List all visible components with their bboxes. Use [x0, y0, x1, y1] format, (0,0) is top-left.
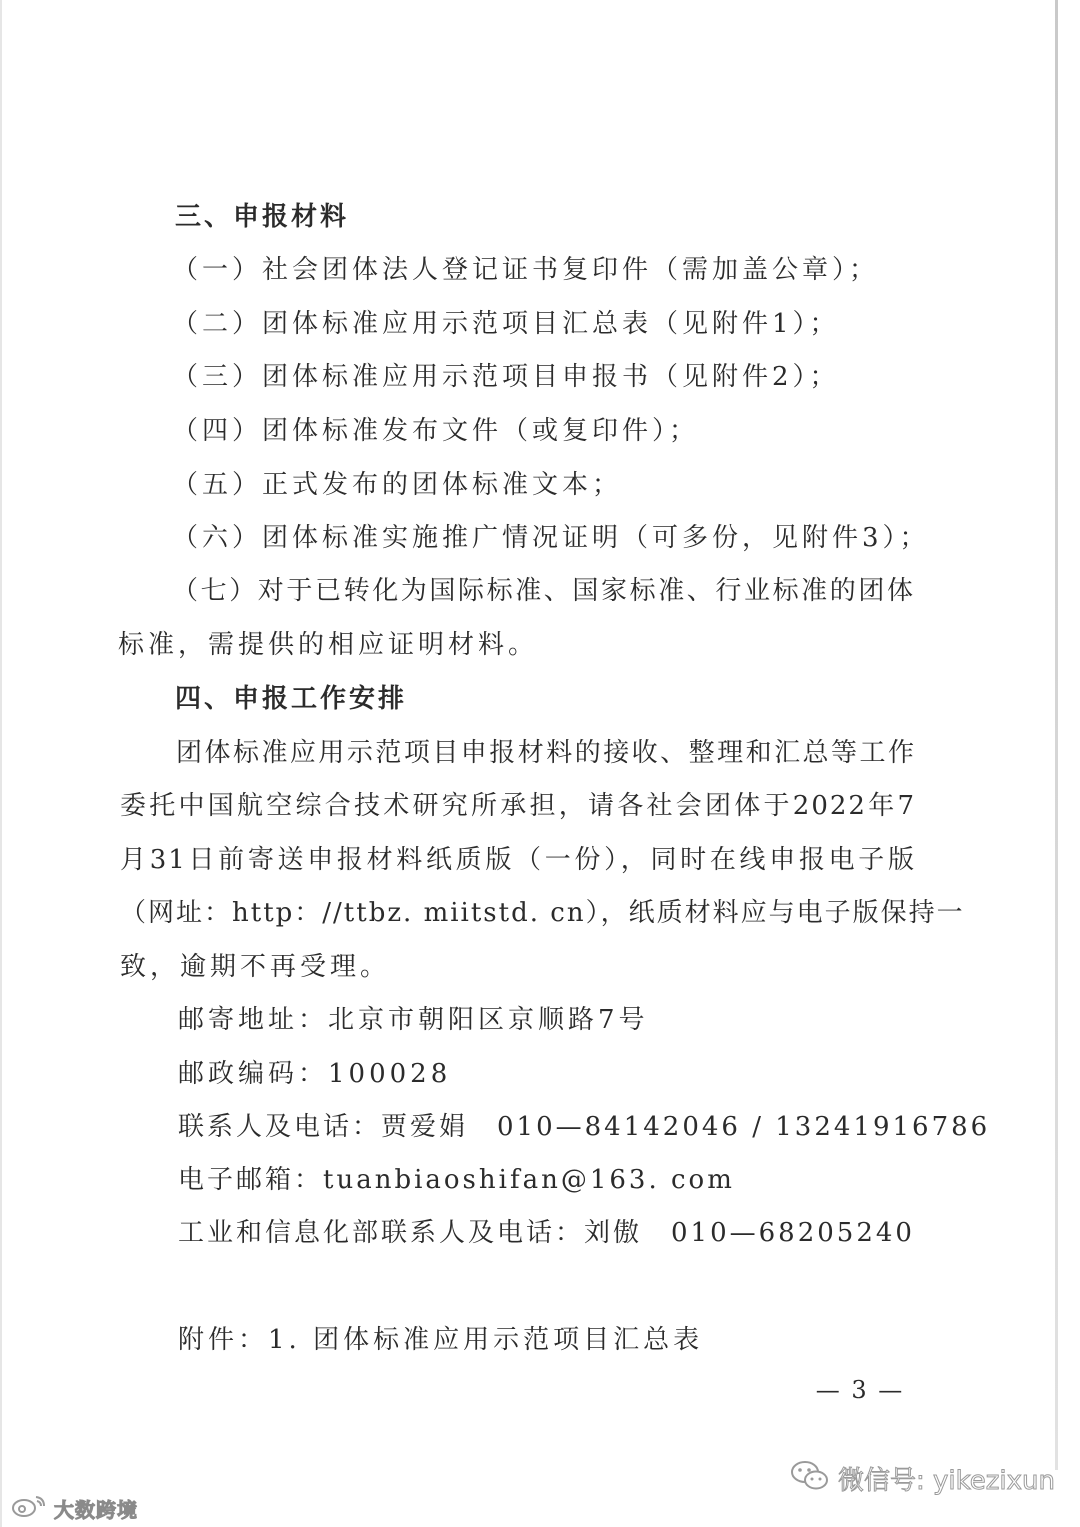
list-item-6: （六）团体标准实施推广情况证明（可多份，见附件3）；: [172, 523, 930, 553]
attachment-line: 附件：1. 团体标准应用示范项目汇总表: [178, 1325, 704, 1355]
contact-email: 电子邮箱：tuanbiaoshifan@163. com: [178, 1165, 735, 1195]
list-item-7-line-2: 标准，需提供的相应证明材料。: [118, 630, 539, 660]
list-item-2: （二）团体标准应用示范项目汇总表（见附件1）；: [172, 309, 840, 339]
paragraph-line-1: 团体标准应用示范项目申报材料的接收、整理和汇总等工作: [176, 738, 916, 768]
page-number: — 3 —: [815, 1376, 905, 1404]
wechat-icon: [790, 1459, 830, 1497]
list-item-7-line-1: （七）对于已转化为国际标准、国家标准、行业标准的团体: [172, 576, 915, 606]
watermark-right: [790, 1458, 1055, 1498]
watermark-left: [10, 1494, 138, 1522]
list-item-1: （一）社会团体法人登记证书复印件（需加盖公章）；: [172, 255, 880, 285]
scan-edge-right: [1055, 0, 1058, 1470]
watermark-right-text: 微信号: yikezixun: [838, 1465, 1055, 1496]
list-item-5: （五）正式发布的团体标准文本；: [172, 470, 623, 500]
list-item-3: （三）团体标准应用示范项目申报书（见附件2）；: [172, 362, 840, 392]
mailing-address: 邮寄地址：北京市朝阳区京顺路7号: [178, 1005, 649, 1035]
contact-person: 联系人及电话：贾爱娟 010—84142046 / 13241916786: [178, 1112, 991, 1142]
scan-edge-left: [0, 0, 2, 1527]
list-item-4: （四）团体标准发布文件（或复印件）；: [172, 416, 700, 446]
watermark-left-text: 大数跨境: [54, 1497, 138, 1522]
postal-code: 邮政编码：100028: [178, 1059, 452, 1089]
section-heading-3: 三、申报材料: [175, 202, 350, 232]
paragraph-line-2: 委托中国航空综合技术研究所承担，请各社会团体于2022年7: [120, 791, 916, 821]
paragraph-line-3: 月31日前寄送申报材料纸质版（一份），同时在线申报电子版: [120, 845, 916, 875]
paragraph-line-4: （网址：http：//ttbz. miitstd. cn），纸质材料应与电子版保持一: [120, 898, 965, 928]
weibo-icon: [10, 1493, 50, 1523]
ministry-contact: 工业和信息化部联系人及电话：刘傲 010—68205240: [178, 1218, 915, 1248]
paragraph-line-5: 致，逾期不再受理。: [120, 952, 391, 982]
section-heading-4: 四、申报工作安排: [175, 684, 408, 714]
